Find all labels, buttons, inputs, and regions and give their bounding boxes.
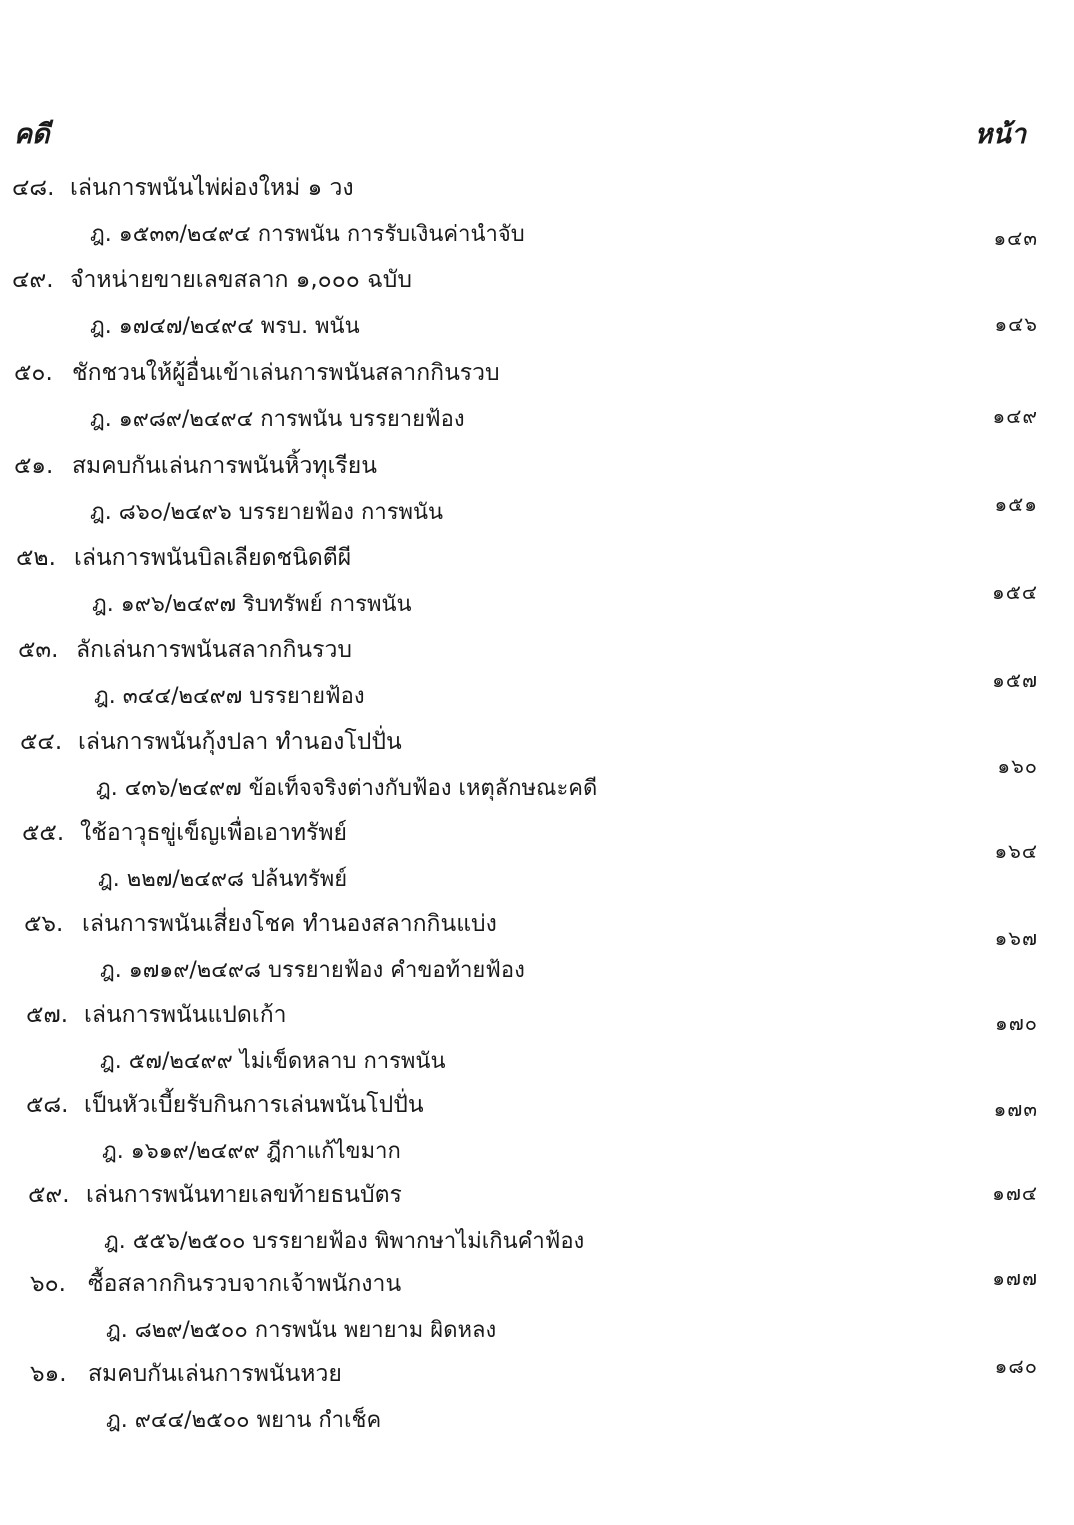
case-reference: ฎ. ๑๕๓๓/๒๔๙๔ การพนัน การรับเงินค่านำจับ [90,222,525,247]
case-reference: ฎ. ๒๒๗/๒๔๙๘ ปล้นทรัพย์ [98,867,348,892]
case-reference: ฎ. ๑๖๑๙/๒๔๙๙ ฎีกาแก้ไขมาก [102,1139,401,1164]
case-title [28,1177,402,1213]
page-number: ๑๕๑ [994,492,1038,516]
list-item [0,448,1074,540]
case-title-text: ลักเล่นการพนันสลากกินรวบ [76,637,352,663]
list-item [0,1266,1074,1358]
case-title [30,1356,342,1392]
case-title-text: สมคบกันเล่นการพนันหิ้วทุเรียน [72,453,377,479]
page-number: ๑๕๔ [992,580,1038,604]
case-number: ๕๒. [16,545,56,571]
page-number: ๑๖๗ [994,926,1038,950]
list-item [0,1087,1074,1179]
case-reference: ฎ. ๕๗/๒๔๙๙ ไม่เข็ดหลาบ การพนัน [100,1049,446,1074]
case-number: ๕๗. [26,1002,69,1028]
case-title-text: ซื้อสลากกินรวบจากเจ้าพนักงาน [88,1271,402,1297]
list-item [0,540,1074,632]
page-number: ๑๘๐ [994,1354,1038,1378]
case-title-text: ใช้อาวุธขู่เข็ญเพื่อเอาทรัพย์ [80,820,348,846]
case-reference: ฎ. ๓๔๔/๒๔๙๗ บรรยายฟ้อง [94,684,365,709]
case-reference: ฎ. ๘๒๙/๒๕๐๐ การพนัน พยายาม ผิดหลง [106,1318,497,1343]
case-title [12,262,412,298]
case-title [14,448,377,484]
case-title [26,997,287,1033]
page-number: ๑๖๔ [994,839,1038,863]
list-item [0,262,1074,354]
case-title-text: เล่นการพนันทายเลขท้ายธนบัตร [86,1182,402,1208]
case-number: ๕๑. [14,453,54,479]
list-item [0,997,1074,1089]
case-number: ๕๔. [20,729,63,755]
case-title-text: ชักชวนให้ผู้อื่นเข้าเล่นการพนันสลากกินรวบ [72,360,500,386]
case-reference: ฎ. ๙๔๔/๒๕๐๐ พยาน กำเช็ค [106,1408,382,1433]
list-item [0,632,1074,724]
column-header-page: หน้า [974,119,1026,150]
case-title-text: สมคบกันเล่นการพนันหวย [88,1361,342,1387]
case-reference: ฎ. ๑๗๔๗/๒๔๙๔ พรบ. พนัน [90,314,360,339]
case-number: ๖๑. [30,1361,67,1387]
page-number: ๑๕๗ [992,668,1038,692]
case-title [30,1266,401,1302]
page-number: ๑๗๗ [992,1266,1038,1290]
column-header-case: คดี [14,119,50,150]
case-reference: ฎ. ๔๓๖/๒๔๙๗ ข้อเท็จจริงต่างกับฟ้อง เหตุลักษณะคดี [96,776,598,801]
case-title-text: เป็นหัวเบี้ยรับกินการเล่นพนันโปปั่น [84,1092,424,1118]
case-title [16,540,351,576]
list-item [0,355,1074,447]
case-title [20,724,402,760]
case-title [18,632,352,668]
list-item [0,724,1074,816]
page-number: ๑๔๖ [994,312,1038,336]
case-number: ๕๘. [26,1092,69,1118]
page-number: ๑๔๙ [992,404,1038,428]
case-title [24,906,497,942]
case-title [12,170,354,206]
case-title-text: เล่นการพนันแปดเก้า [84,1002,287,1028]
list-item [0,1177,1074,1269]
list-item [0,1356,1074,1448]
case-title [22,815,347,851]
case-number: ๕๙. [28,1182,70,1208]
case-title-text: เล่นการพนันกุ้งปลา ทำนองโปปั่น [78,729,402,755]
case-reference: ฎ. ๑๗๑๙/๒๔๙๘ บรรยายฟ้อง คำขอท้ายฟ้อง [100,958,525,983]
page-number: ๑๖๐ [997,754,1038,778]
case-number: ๖๐. [30,1271,66,1297]
case-title-text: จำหน่ายขายเลขสลาก ๑,๐๐๐ ฉบับ [70,267,412,293]
case-title [14,355,500,391]
case-title-text: เล่นการพนันไพ่ผ่องใหม่ ๑ วง [70,175,354,201]
case-number: ๕๐. [14,360,53,386]
case-number: ๕๖. [24,911,64,937]
page-number: ๑๗๓ [993,1097,1038,1121]
case-number: ๕๕. [22,820,65,846]
case-number: ๕๓. [18,637,59,663]
case-title [26,1087,424,1123]
list-item [0,170,1074,262]
case-reference: ฎ. ๑๙๖/๒๔๙๗ ริบทรัพย์ การพนัน [92,592,412,617]
page-number: ๑๗๐ [995,1011,1038,1035]
case-reference: ฎ. ๘๖๐/๒๔๙๖ บรรยายฟ้อง การพนัน [90,500,444,525]
case-title-text: เล่นการพนันเสี่ยงโชค ทำนองสลากกินแบ่ง [82,911,497,937]
case-reference: ฎ. ๑๙๘๙/๒๔๙๔ การพนัน บรรยายฟ้อง [90,407,465,432]
page-number: ๑๗๔ [992,1181,1038,1205]
page-number: ๑๔๓ [993,226,1038,250]
case-number: ๔๘. [12,175,55,201]
list-item [0,815,1074,907]
case-number: ๔๙. [12,267,54,293]
list-item [0,906,1074,998]
case-title-text: เล่นการพนันบิลเลียดชนิดตีผี [74,545,352,571]
case-reference: ฎ. ๕๕๖/๒๕๐๐ บรรยายฟ้อง พิพากษาไม่เกินคำฟ้อง [104,1229,585,1254]
